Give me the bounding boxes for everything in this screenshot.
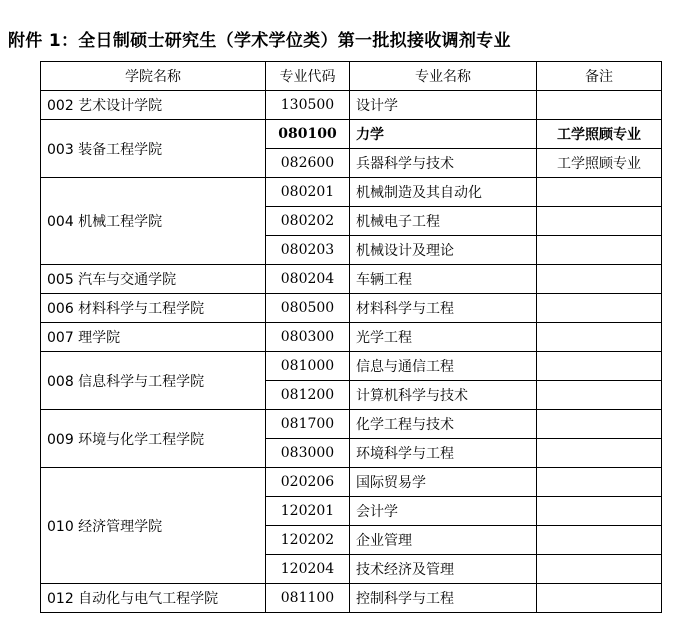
major-code-cell: 080203: [266, 236, 350, 265]
major-code-cell: 082600: [266, 149, 350, 178]
note-cell: 工学照顾专业: [537, 149, 662, 178]
note-cell: [537, 207, 662, 236]
major-code-cell: 080500: [266, 294, 350, 323]
note-cell: [537, 497, 662, 526]
college-cell: 009 环境与化学工程学院: [41, 410, 266, 468]
college-cell: 003 装备工程学院: [41, 120, 266, 178]
note-cell: [537, 352, 662, 381]
major-code-cell: 081000: [266, 352, 350, 381]
college-cell: 007 理学院: [41, 323, 266, 352]
major-name-cell: 材料科学与工程: [350, 294, 537, 323]
major-name-cell: 兵器科学与技术: [350, 149, 537, 178]
header-code: 专业代码: [266, 62, 350, 91]
major-code-cell: 080100: [266, 120, 350, 149]
major-code-cell: 080201: [266, 178, 350, 207]
note-cell: [537, 91, 662, 120]
table-row: [41, 584, 662, 613]
major-name-cell: 机械制造及其自动化: [350, 178, 537, 207]
major-code-cell: 120202: [266, 526, 350, 555]
note-cell: [537, 410, 662, 439]
note-cell: [537, 526, 662, 555]
table-row: [41, 410, 662, 439]
note-cell: [537, 294, 662, 323]
college-cell: 012 自动化与电气工程学院: [41, 584, 266, 613]
major-name-cell: 机械设计及理论: [350, 236, 537, 265]
major-name-cell: 车辆工程: [350, 265, 537, 294]
college-cell: 006 材料科学与工程学院: [41, 294, 266, 323]
major-name-cell: 控制科学与工程: [350, 584, 537, 613]
major-name-cell: 计算机科学与技术: [350, 381, 537, 410]
note-cell: [537, 555, 662, 584]
major-code-cell: 080202: [266, 207, 350, 236]
college-cell: 008 信息科学与工程学院: [41, 352, 266, 410]
document-title: 附件 1：全日制硕士研究生（学术学位类）第一批拟接收调剂专业: [8, 31, 511, 51]
major-code-cell: 130500: [266, 91, 350, 120]
table-row: [41, 352, 662, 381]
major-name-cell: 光学工程: [350, 323, 537, 352]
major-code-cell: 120204: [266, 555, 350, 584]
note-cell: [537, 381, 662, 410]
major-name-cell: 设计学: [350, 91, 537, 120]
table-row: [41, 91, 662, 120]
note-cell: [537, 584, 662, 613]
college-cell: 005 汽车与交通学院: [41, 265, 266, 294]
header-name: 专业名称: [350, 62, 537, 91]
table-row: [41, 178, 662, 207]
note-cell: [537, 236, 662, 265]
table-row: [41, 294, 662, 323]
major-name-cell: 国际贸易学: [350, 468, 537, 497]
table-row: [41, 265, 662, 294]
major-name-cell: 力学: [350, 120, 537, 149]
header-college: 学院名称: [41, 62, 266, 91]
major-code-cell: 080300: [266, 323, 350, 352]
note-cell: [537, 323, 662, 352]
college-cell: 002 艺术设计学院: [41, 91, 266, 120]
major-code-cell: 020206: [266, 468, 350, 497]
major-name-cell: 企业管理: [350, 526, 537, 555]
major-name-cell: 信息与通信工程: [350, 352, 537, 381]
note-cell: 工学照顾专业: [537, 120, 662, 149]
table-row: [41, 468, 662, 497]
table-row: [41, 323, 662, 352]
table-row: [41, 120, 662, 149]
major-code-cell: 120201: [266, 497, 350, 526]
header-note: 备注: [537, 62, 662, 91]
college-cell: 010 经济管理学院: [41, 468, 266, 584]
major-code-cell: 080204: [266, 265, 350, 294]
note-cell: [537, 468, 662, 497]
college-cell: 004 机械工程学院: [41, 178, 266, 265]
table-header-row: [41, 62, 662, 91]
major-name-cell: 机械电子工程: [350, 207, 537, 236]
major-name-cell: 会计学: [350, 497, 537, 526]
adjustment-majors-table: [40, 61, 662, 613]
major-name-cell: 技术经济及管理: [350, 555, 537, 584]
major-code-cell: 083000: [266, 439, 350, 468]
major-name-cell: 化学工程与技术: [350, 410, 537, 439]
note-cell: [537, 439, 662, 468]
major-code-cell: 081200: [266, 381, 350, 410]
note-cell: [537, 178, 662, 207]
major-name-cell: 环境科学与工程: [350, 439, 537, 468]
major-code-cell: 081100: [266, 584, 350, 613]
note-cell: [537, 265, 662, 294]
major-code-cell: 081700: [266, 410, 350, 439]
